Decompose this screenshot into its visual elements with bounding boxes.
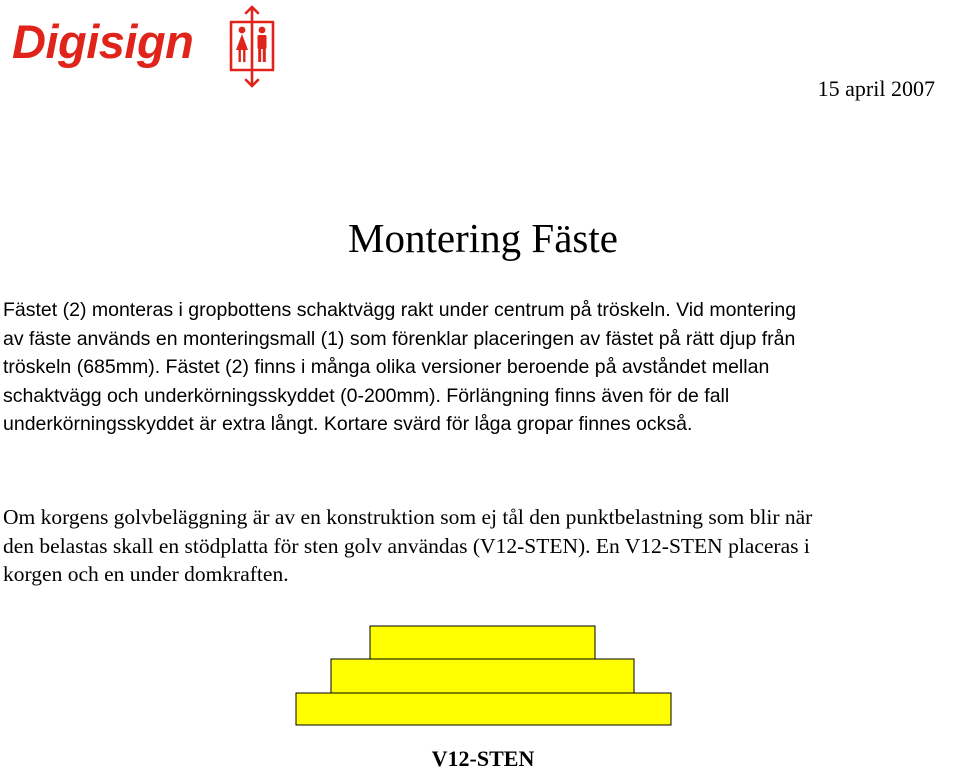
support-plate-paragraph <box>3 503 960 589</box>
elevator-people-icon <box>226 2 278 90</box>
mounting-description-paragraph <box>3 296 960 439</box>
paragraph-line: tröskeln (685mm). Fästet (2) finns i många olika versioner beroende på avståndet mellan <box>3 356 770 379</box>
plate-middle <box>331 659 634 694</box>
paragraph-line: korgen och en under domkraften. <box>3 562 289 587</box>
support-plate-diagram <box>290 620 680 730</box>
document-date: 15 april 2007 <box>817 76 935 101</box>
paragraph-line: schaktvägg och underkörningsskyddet (0-200mm). Förlängning finns även för de fall <box>3 384 730 407</box>
page-title: Montering Fäste <box>348 215 618 261</box>
paragraph-line: underkörningsskyddet är extra långt. Kortare svärd för låga gropar finnes också. <box>3 413 693 436</box>
diagram-caption: V12-STEN <box>431 746 535 771</box>
plate-top <box>370 626 595 660</box>
paragraph-line: Om korgens golvbeläggning är av en konstruktion som ej tål den punktbelastning som blir när <box>3 505 813 529</box>
paragraph-line: Fästet (2) monteras i gropbottens schaktvägg rakt under centrum på tröskeln. Vid montering <box>3 299 797 321</box>
paragraph-line: av fäste används en monteringsmall (1) som förenklar placeringen av fästet på rätt djup från <box>3 327 796 350</box>
logo-text: Digisign <box>12 15 194 68</box>
plate-bottom <box>296 693 671 725</box>
paragraph-line: den belastas skall en stödplatta för sten golv användas (V12-STEN). En V12-STEN placeras i <box>3 533 810 558</box>
